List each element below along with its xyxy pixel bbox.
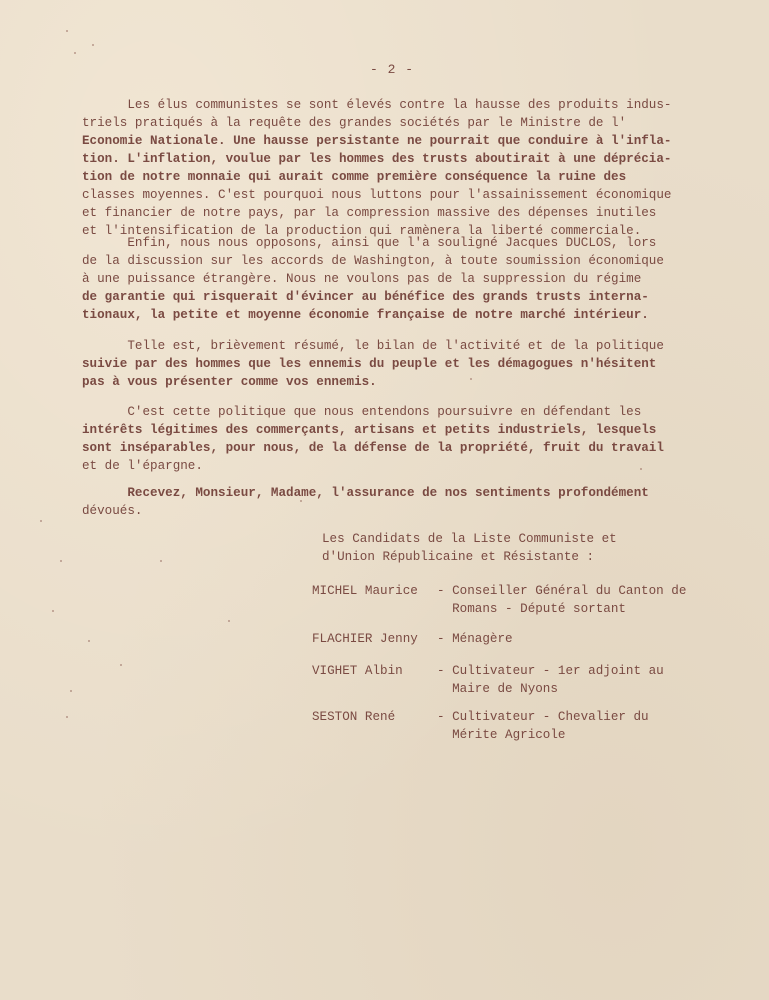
signature-intro xyxy=(322,530,722,566)
candidate-description xyxy=(437,708,737,744)
text-line: et de l'épargne. xyxy=(82,459,203,473)
paragraph-summary xyxy=(82,337,722,391)
text-line: intérêts légitimes des commerçants, artisans et petits industriels, lesquels xyxy=(82,423,657,437)
text-line: - Conseiller Général du Canton de xyxy=(437,584,687,598)
candidate-description xyxy=(437,630,737,648)
text-line: Les Candidats de la Liste Communiste et xyxy=(322,532,617,546)
text-line: à une puissance étrangère. Nous ne voulons pas de la suppression du régime xyxy=(82,272,642,286)
text-line: Les élus communistes se sont élevés contre la hausse des produits indus- xyxy=(82,98,672,112)
text-line: dévoués. xyxy=(82,504,143,518)
text-line: Recevez, Monsieur, Madame, l'assurance de nos sentiments profondément xyxy=(82,486,649,500)
text-line: de la discussion sur les accords de Washington, à toute soumission économique xyxy=(82,254,664,268)
text-line: - Cultivateur - 1er adjoint au xyxy=(437,664,664,678)
candidate-name: MICHEL Maurice xyxy=(312,584,418,598)
paragraph-policy xyxy=(82,403,722,475)
text-line: tion de notre monnaie qui aurait comme première conséquence la ruine des xyxy=(82,170,627,184)
text-line: Economie Nationale. Une hausse persistante ne pourrait que conduire à l'infla- xyxy=(82,134,672,148)
candidate-description xyxy=(437,662,737,698)
candidate-name: FLACHIER Jenny xyxy=(312,632,418,646)
text-line: tion. L'inflation, voulue par les hommes des trusts aboutirait à une déprécia- xyxy=(82,152,672,166)
text-line: pas à vous présenter comme vos ennemis. xyxy=(82,375,377,389)
text-line: Telle est, brièvement résumé, le bilan de l'activité et de la politique xyxy=(82,339,664,353)
text-line: d'Union Républicaine et Résistante : xyxy=(322,550,595,564)
text-line: Mérite Agricole xyxy=(437,728,566,742)
text-line: Enfin, nous nous opposons, ainsi que l'a souligné Jacques DUCLOS, lors xyxy=(82,236,657,250)
text-line: Romans - Député sortant xyxy=(437,602,626,616)
paragraph-foreign-power xyxy=(82,234,722,324)
text-line: - Cultivateur - Chevalier du xyxy=(437,710,649,724)
text-line: et l'intensification de la production qui ramènera la liberté commerciale. xyxy=(82,224,642,238)
text-line: suivie par des hommes que les ennemis du peuple et les démagogues n'hésitent xyxy=(82,357,657,371)
text-line: et financier de notre pays, par la compression massive des dépenses inutiles xyxy=(82,206,657,220)
candidate-description xyxy=(437,582,737,618)
text-line: tionaux, la petite et moyenne économie française de notre marché intérieur. xyxy=(82,308,649,322)
text-line: triels pratiqués à la requête des grandes sociétés par le Ministre de l' xyxy=(82,116,627,130)
text-line: sont inséparables, pour nous, de la défense de la propriété, fruit du travail xyxy=(82,441,664,455)
text-line: classes moyennes. C'est pourquoi nous luttons pour l'assainissement économique xyxy=(82,188,672,202)
candidate-name: SESTON René xyxy=(312,710,396,724)
paragraph-closing xyxy=(82,484,722,520)
text-line: de garantie qui risquerait d'évincer au bénéfice des grands trusts interna- xyxy=(82,290,649,304)
candidate-name: VIGHET Albin xyxy=(312,664,403,678)
page-number: - 2 - xyxy=(370,62,415,77)
text-line: - Ménagère xyxy=(437,632,513,646)
text-line: Maire de Nyons xyxy=(437,682,558,696)
text-line: C'est cette politique que nous entendons poursuivre en défendant les xyxy=(82,405,642,419)
paragraph-price-inflation xyxy=(82,96,722,240)
